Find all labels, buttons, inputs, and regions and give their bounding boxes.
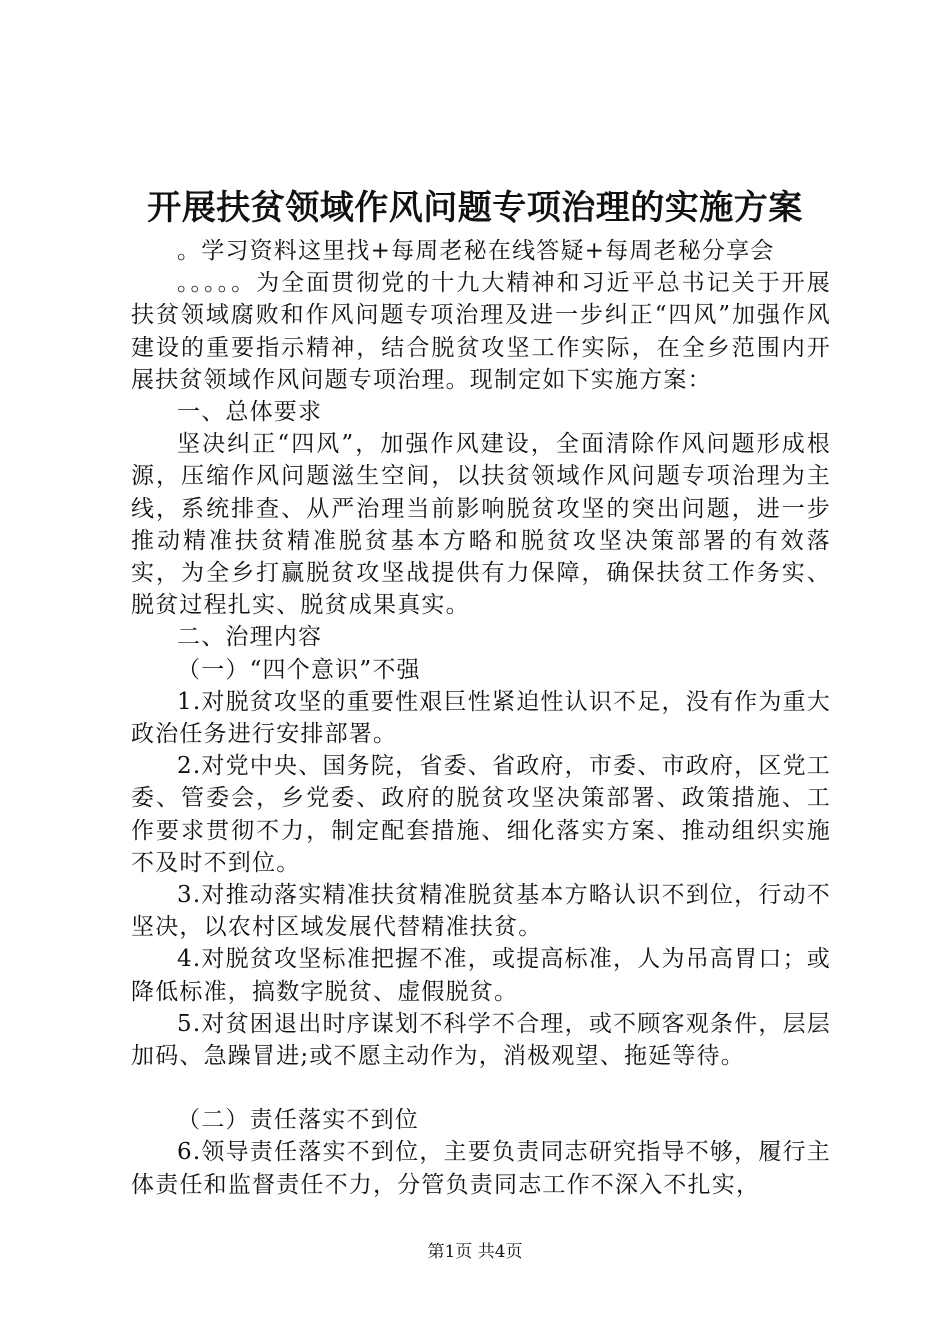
subsection-heading-1: （一）“四个意识”不强: [177, 656, 421, 683]
section-heading-1: 一、总体要求: [177, 399, 323, 426]
list-item-6: 6.领导责任落实不到位，主要负责同志研究指导不够，履行主体责任和监督责任不力，分管负责同志工作不深入不扎实，: [131, 1139, 831, 1198]
subsection-heading-2: （二）责任落实不到位: [177, 1107, 419, 1134]
paragraph-intro-note: 。学习资料这里找+每周老秘在线答疑+每周老秘分享会: [177, 238, 775, 264]
paragraph-preamble: 。。。。。为全面贯彻党的十九大精神和习近平总书记关于开展扶贫领域腐败和作风问题专项治理及进一步纠正“四风”加强作风建设的重要指示精神，结合脱贫攻坚工作实际，在全乡范围内开展扶贫领域作风问题专项治理。现制定如下实施方案：: [131, 270, 831, 393]
list-item-1: 1.对脱贫攻坚的重要性艰巨性紧迫性认识不足，没有作为重大政治任务进行安排部署。: [131, 688, 831, 748]
paragraph-spacer: [131, 1072, 831, 1104]
document-title: 开展扶贫领域作风问题专项治理的实施方案: [147, 188, 803, 228]
paragraph-general-requirements: 坚决纠正“四风”，加强作风建设，全面清除作风问题形成根源，压缩作风问题滋生空间，以扶贫领域作风问题专项治理为主线，系统排查、从严治理当前影响脱贫攻坚的突出问题，进一步推动精准扶贫精准脱贫基本方略和脱贫攻坚决策部署的有效落实，为全乡打赢脱贫攻坚战提供有力保障，确保扶贫工作务实、脱贫过程扎实、脱贫成果真实。: [131, 431, 831, 619]
list-item-5: 5.对贫困退出时序谋划不科学不合理，或不顾客观条件，层层加码、急躁冒进;或不愿主动作为，消极观望、拖延等待。: [131, 1010, 831, 1070]
list-item-3: 3.对推动落实精准扶贫精准脱贫基本方略认识不到位，行动不坚决，以农村区域发展代替精准扶贫。: [131, 882, 831, 941]
list-item-2: 2.对党中央、国务院，省委、省政府，市委、市政府，区党工委、管委会，乡党委、政府的脱贫攻坚决策部署、政策措施、工作要求贯彻不力，制定配套措施、细化落实方案、推动组织实施不及时不到位。: [131, 753, 831, 876]
page-footer: 第1页 共4页: [427, 1242, 523, 1262]
list-item-4: 4.对脱贫攻坚标准把握不准，或提高标准，人为吊高胃口；或降低标准，搞数字脱贫、虚假脱贫。: [131, 946, 831, 1005]
document-body: [131, 235, 831, 1201]
section-heading-2: 二、治理内容: [177, 624, 323, 651]
